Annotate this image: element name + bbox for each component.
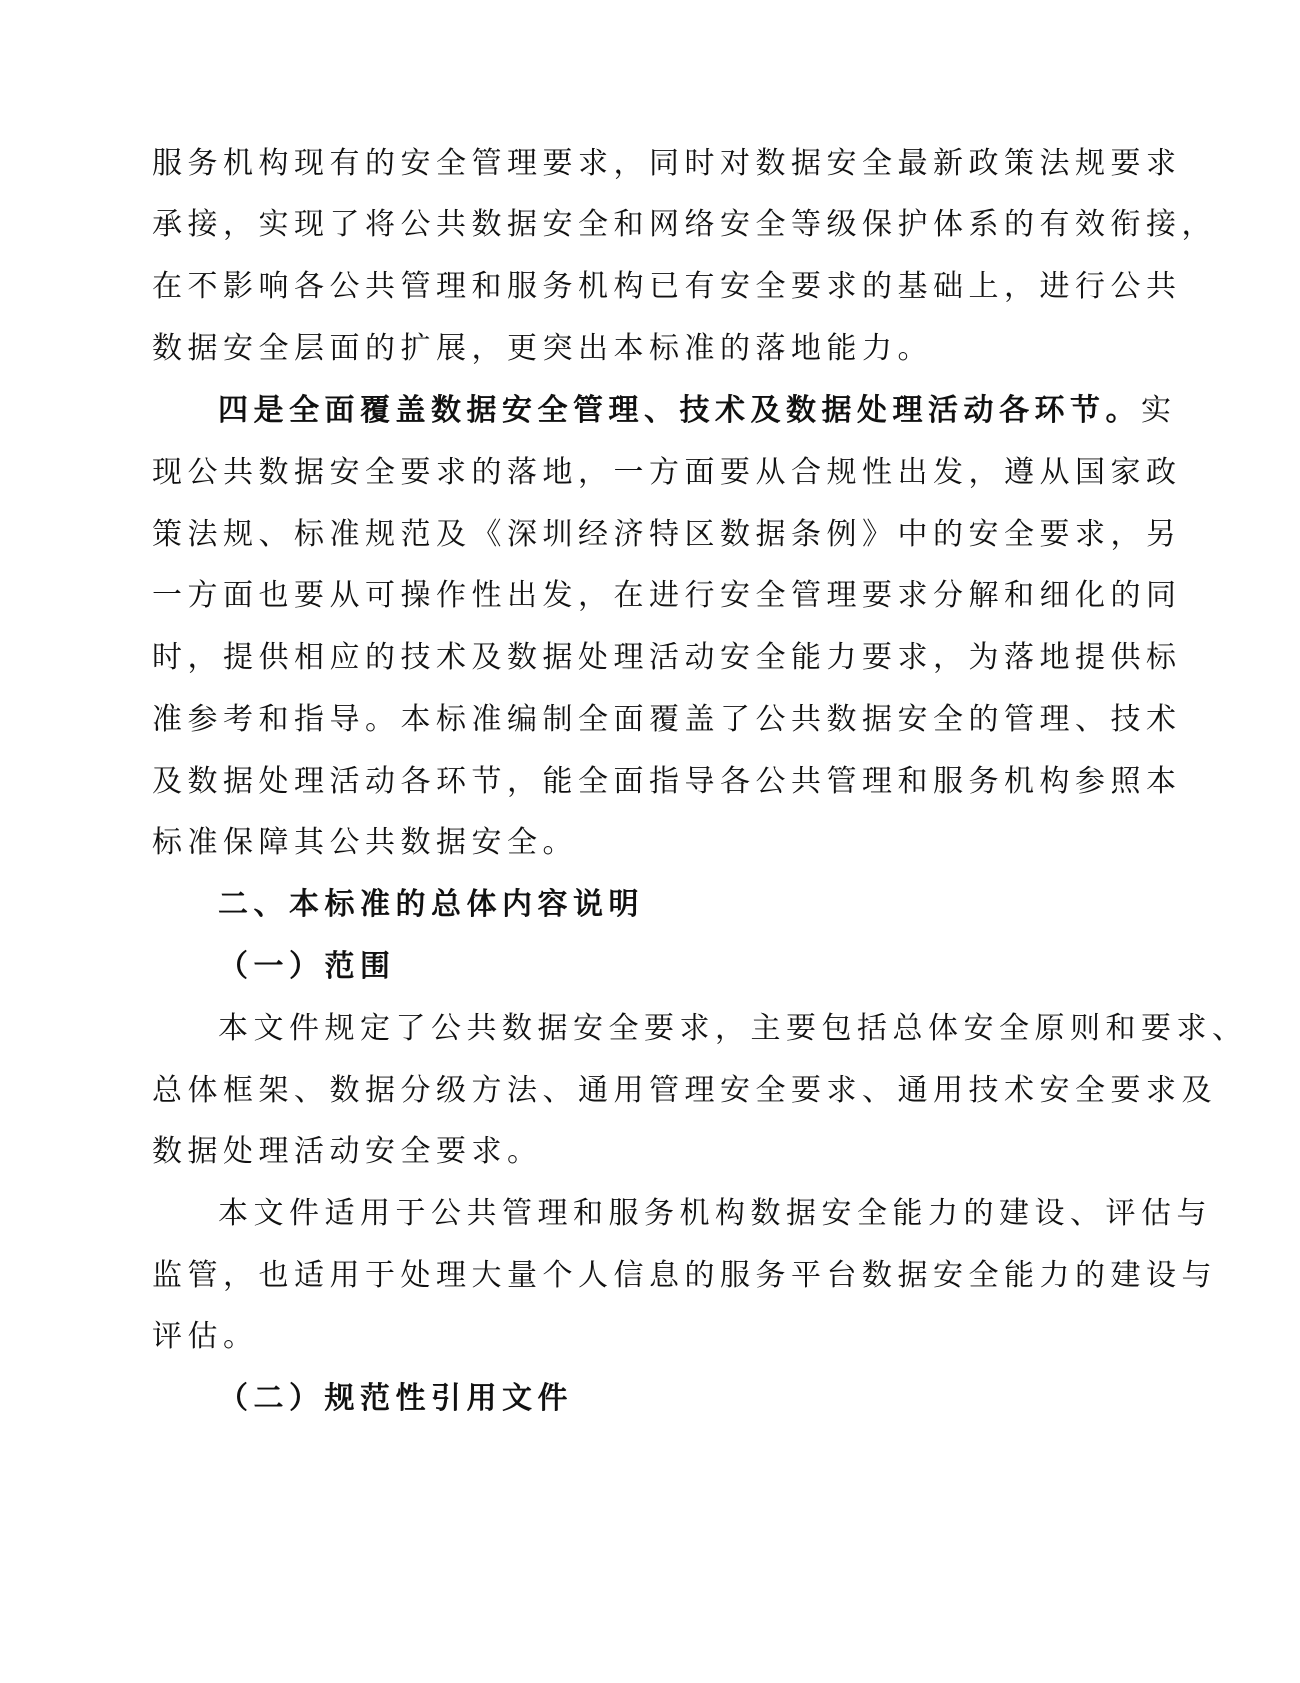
body-text-line: 监管，也适用于处理大量个人信息的服务平台数据安全能力的建设与 (152, 1258, 1217, 1293)
body-text-line: 标准保障其公共数据安全。 (152, 825, 578, 860)
body-text-line: 及数据处理活动各环节，能全面指导各公共管理和服务机构参照本 (152, 764, 1182, 799)
body-text-line: 数据安全层面的扩展，更突出本标准的落地能力。 (152, 331, 933, 366)
subsection-heading: （二）规范性引用文件 (218, 1381, 573, 1416)
body-text-line: 现公共数据安全要求的落地，一方面要从合规性出发，遵从国家政 (152, 455, 1182, 490)
body-text-line: 本文件适用于公共管理和服务机构数据安全能力的建设、评估与 (218, 1196, 1212, 1231)
body-text-line: 评估。 (152, 1319, 259, 1354)
bold-lead-text: 四是全面覆盖数据安全管理、技术及数据处理活动各环节。 (218, 393, 1141, 428)
body-text-line: 准参考和指导。本标准编制全面覆盖了公共数据安全的管理、技术 (152, 702, 1182, 737)
body-text-line: 在不影响各公共管理和服务机构已有安全要求的基础上，进行公共 (152, 269, 1182, 304)
body-text-line (218, 392, 1177, 430)
body-text-line: 一方面也要从可操作性出发，在进行安全管理要求分解和细化的同 (152, 578, 1182, 613)
body-text-line: 承接，实现了将公共数据安全和网络安全等级保护体系的有效衔接， (152, 207, 1217, 242)
section-heading: 二、本标准的总体内容说明 (218, 887, 644, 922)
body-text-line: 数据处理活动安全要求。 (152, 1134, 543, 1169)
subsection-heading: （一）范围 (218, 949, 396, 984)
body-text-line: 策法规、标准规范及《深圳经济特区数据条例》中的安全要求，另 (152, 517, 1182, 552)
body-text-line: 本文件规定了公共数据安全要求，主要包括总体安全原则和要求、 (218, 1011, 1248, 1046)
lead-rest-text: 实 (1141, 393, 1177, 428)
body-text-line: 时，提供相应的技术及数据处理活动安全能力要求，为落地提供标 (152, 640, 1182, 675)
body-text-line: 服务机构现有的安全管理要求，同时对数据安全最新政策法规要求 (152, 146, 1182, 181)
body-text-line: 总体框架、数据分级方法、通用管理安全要求、通用技术安全要求及 (152, 1073, 1217, 1108)
